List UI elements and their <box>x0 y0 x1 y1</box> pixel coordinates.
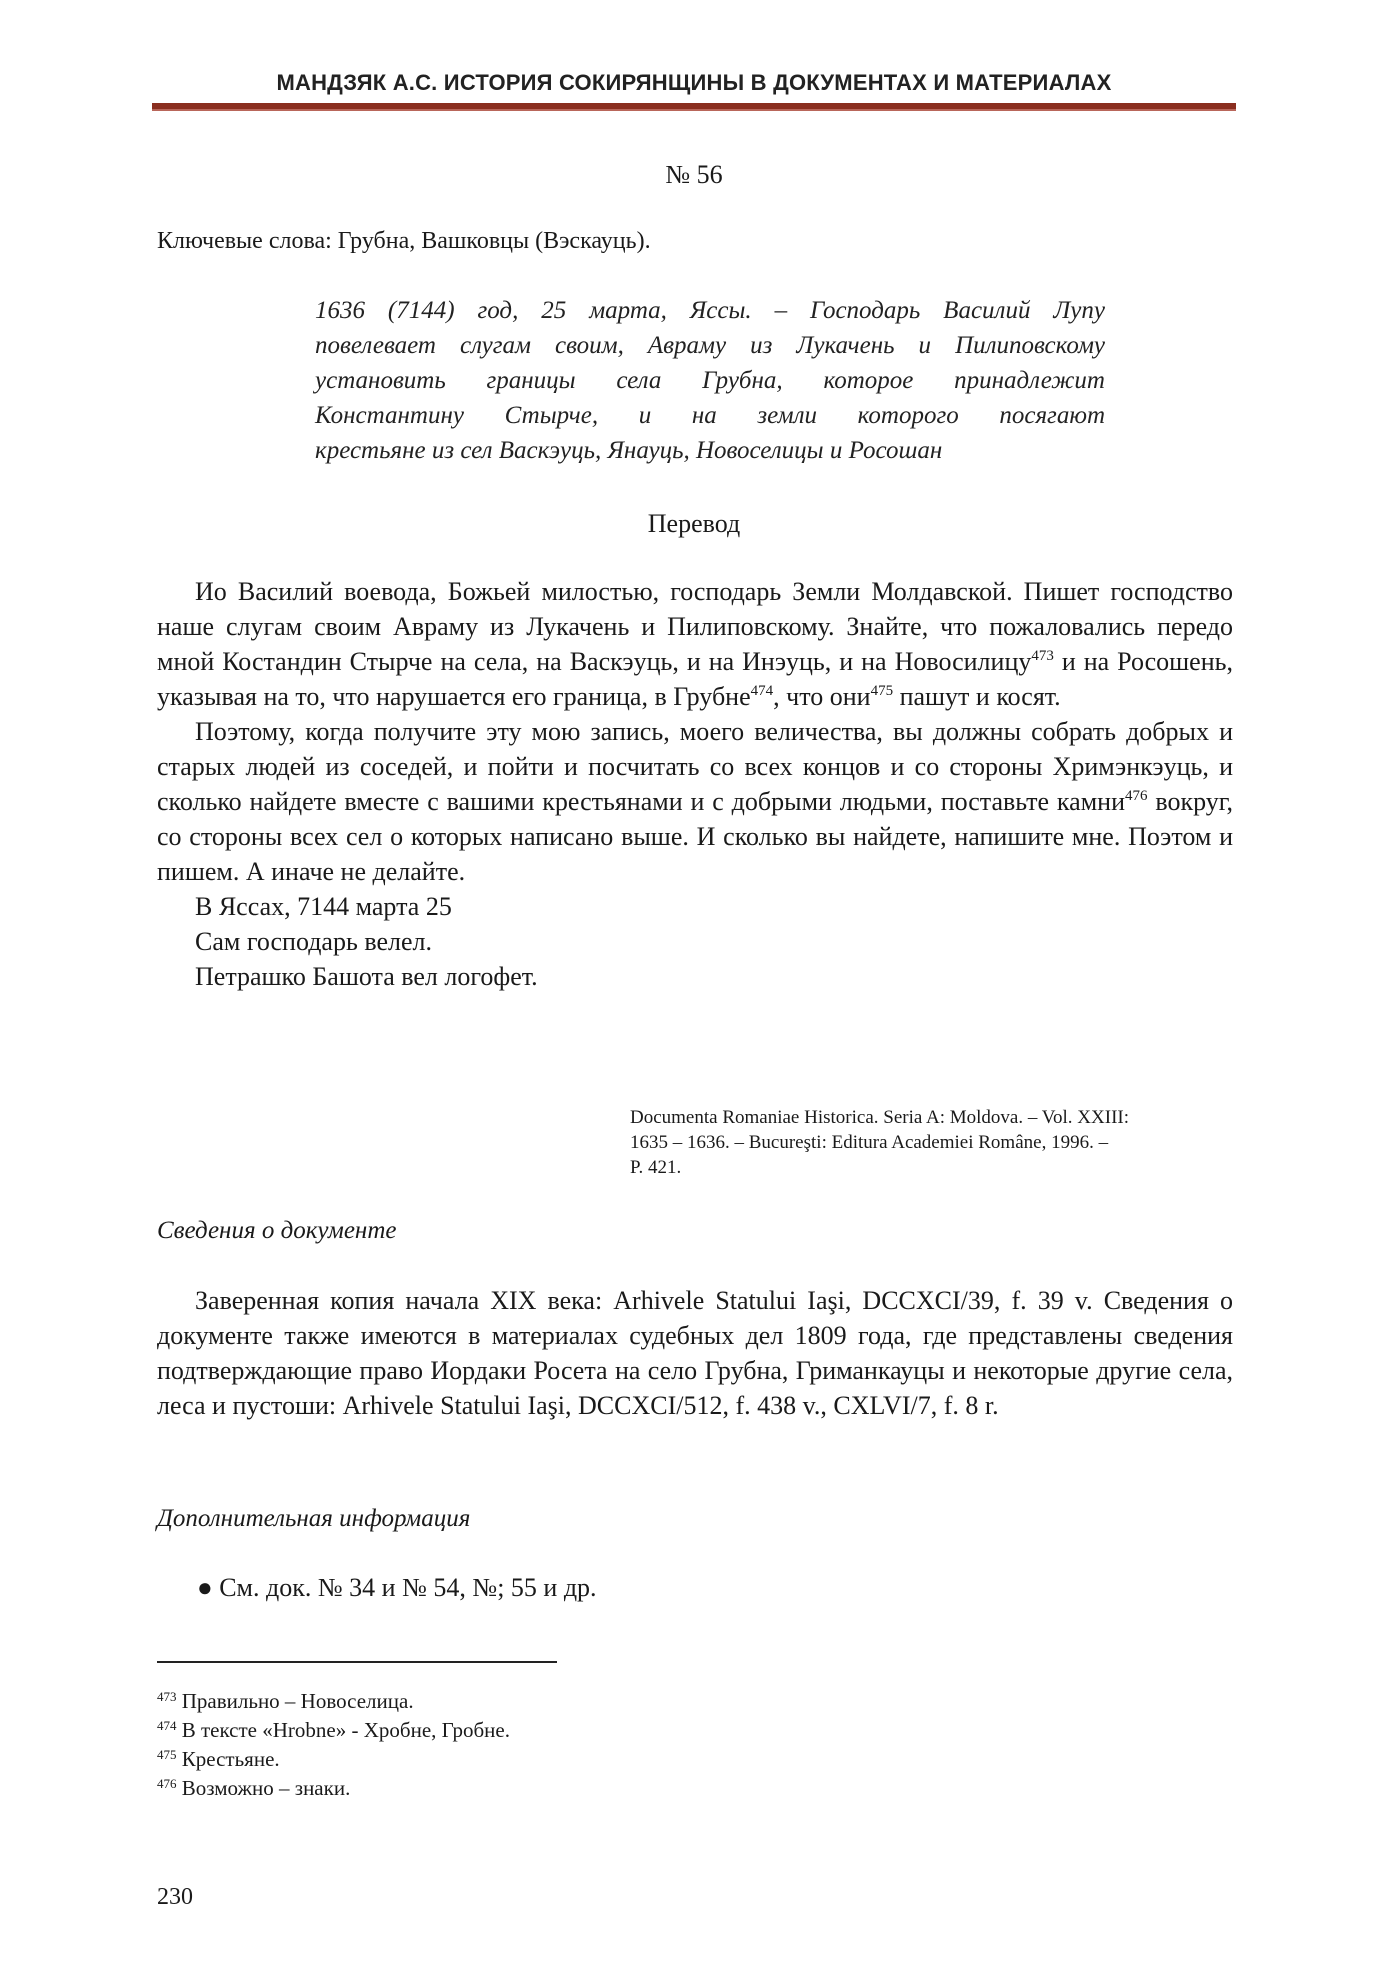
header-rule <box>152 103 1236 111</box>
summary-line: 1636 (7144) год, 25 марта, Яссы. – Господарь Василий Лупу <box>315 297 1105 324</box>
footnote-text: Крестьяне. <box>176 1747 280 1771</box>
footnote-ref: 476 <box>1125 788 1148 804</box>
document-number: № 56 <box>665 160 723 189</box>
footnote-number: 474 <box>157 1718 177 1733</box>
translation-paragraph-1 <box>157 574 1233 714</box>
additional-info-heading: Дополнительная информация <box>157 1505 471 1532</box>
summary-line: Константину Стырче, и на земли которого посягают <box>315 402 1105 429</box>
cross-reference-item: ● См. док. № 34 и № 54, №; 55 и др. <box>197 1573 597 1602</box>
paragraph-text: пашут и косят. <box>893 682 1061 711</box>
source-citation <box>630 1105 1230 1180</box>
document-summary <box>315 293 1105 468</box>
translation-body <box>157 574 1233 994</box>
footnote-divider <box>157 1661 557 1663</box>
citation-line: 1635 – 1636. – Bucureşti: Editura Academiei Române, 1996. – <box>630 1132 1109 1153</box>
page-number: 230 <box>157 1884 193 1910</box>
footnote <box>157 1774 510 1803</box>
summary-line: крестьяне из сел Васкэуць, Янауць, Новоселицы и Росошан <box>315 437 943 464</box>
paragraph-text: и на Росошень, указывая на то, что нарушается его граница, в Грубне <box>157 647 1233 711</box>
footnotes <box>157 1687 510 1803</box>
footnote <box>157 1745 510 1774</box>
paragraph-text: , что они <box>773 682 871 711</box>
footnote <box>157 1716 510 1745</box>
translation-heading: Перевод <box>647 509 741 538</box>
running-header-title: МАНДЗЯК А.С. ИСТОРИЯ СОКИРЯНЩИНЫ В ДОКУМЕНТАХ И МАТЕРИАЛАХ <box>276 70 1112 95</box>
document-info-text: Заверенная копия начала XIX века: Arhivele Statului Iaşi, DCCXCI/39, f. 39 v. Сведения о документе также имеются в материалах судебных дел 1809 года, где представлены сведения подтверждающие право Иордаки Росета на село Грубна, Гриманкауцы и некоторые другие села, леса и пустоши: Arhivele Statului Iaşi, DCCXCI/512, f. 438 v., CXLVI/7, f. 8 r. <box>157 1286 1233 1420</box>
citation-line: Documenta Romaniae Historica. Seria A: Moldova. – Vol. XXIII: <box>630 1107 1130 1128</box>
footnote-ref: 473 <box>1031 648 1054 664</box>
summary-line: повелевает слугам своим, Авраму из Лукачень и Пилиповскому <box>315 332 1105 359</box>
footnote-text: Правильно – Новоселица. <box>176 1689 414 1713</box>
footnote-ref: 475 <box>870 683 894 699</box>
footnote-ref: 474 <box>750 683 774 699</box>
citation-line: P. 421. <box>630 1157 682 1178</box>
document-info-heading: Сведения о документе <box>157 1217 397 1244</box>
footnote-number: 476 <box>157 1776 177 1791</box>
footnote <box>157 1687 510 1716</box>
translation-paragraph-2 <box>157 714 1233 889</box>
footnote-number: 473 <box>157 1689 177 1704</box>
document-info-body <box>157 1283 1233 1423</box>
footnote-text: В тексте «Hrobne» - Хробне, Гробне. <box>176 1718 510 1742</box>
footnote-number: 475 <box>157 1747 177 1762</box>
closing-order: Сам господарь велел. <box>195 927 432 956</box>
paragraph-text: Поэтому, когда получите эту мою запись, моего величества, вы должны собрать добрых и старых людей из соседей, и пойти и посчитать со всех концов и со стороны Хримэнкэуць, и сколько найдете вместе с вашими крестьянами и с добрыми людьми, поставьте камни <box>157 717 1233 816</box>
summary-line: установить границы села Грубна, которое принадлежит <box>315 367 1105 394</box>
closing-place-date: В Яссах, 7144 марта 25 <box>195 892 452 921</box>
paragraph-text: вокруг, со стороны всех сел о которых написано выше. И сколько вы найдете, напишите мне. Поэтом и пишем. А иначе не делайте. <box>157 787 1233 886</box>
footnote-text: Возможно – знаки. <box>176 1776 351 1800</box>
keywords-line: Ключевые слова: Грубна, Вашковцы (Вэскауць). <box>157 228 651 254</box>
paragraph-text: Ио Василий воевода, Божьей милостью, господарь Земли Молдавской. Пишет господство наше слугам своим Авраму из Лукачень и Пилиповскому. Знайте, что пожаловались передо мной Костандин Стырче на села, на Васкэуць, и на Инэуць, и на Новосилицу <box>157 577 1233 676</box>
closing-signature: Петрашко Башота вел логофет. <box>195 962 538 991</box>
